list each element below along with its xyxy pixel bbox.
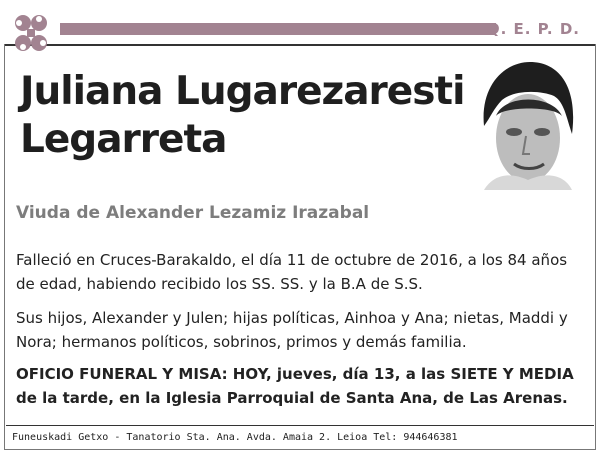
lauburu-icon (8, 10, 54, 56)
family-list: Sus hijos, Alexander y Julen; hijas políticas, Ainhoa y Ana; nietas, Maddi y Nora; hermanos políticos, sobrinos, primos y demás familia. (16, 309, 568, 351)
widow-of-line: Viuda de Alexander Lezamiz Irazabal (16, 203, 370, 223)
footer-divider (6, 425, 594, 426)
funeral-details: OFICIO FUNERAL Y MISA: HOY, jueves, día 13, a las SIETE Y MEDIA de la tarde, en la Iglesia Parroquial de Santa Ana, de Las Arenas. (16, 365, 574, 407)
frame-left-border (4, 44, 5, 450)
portrait-photo (474, 56, 580, 190)
frame-bottom-border (4, 449, 596, 450)
qepd-label: Q. E. P. D. (486, 20, 580, 38)
deceased-name: Juliana Lugarezaresti Legarreta (20, 69, 465, 162)
header-bar (60, 23, 496, 35)
frame-right-border (595, 44, 596, 450)
death-announcement: Falleció en Cruces-Barakaldo, el día 11 de octubre de 2016, a los 84 años de edad, habiendo recibido los SS. SS. y la B.A de S.S. (16, 251, 568, 293)
funeral-home-footer: Funeuskadi Getxo - Tanatorio Sta. Ana. Avda. Amaia 2. Leioa Tel: 944646381 (12, 432, 458, 443)
frame-top-border (4, 44, 596, 46)
